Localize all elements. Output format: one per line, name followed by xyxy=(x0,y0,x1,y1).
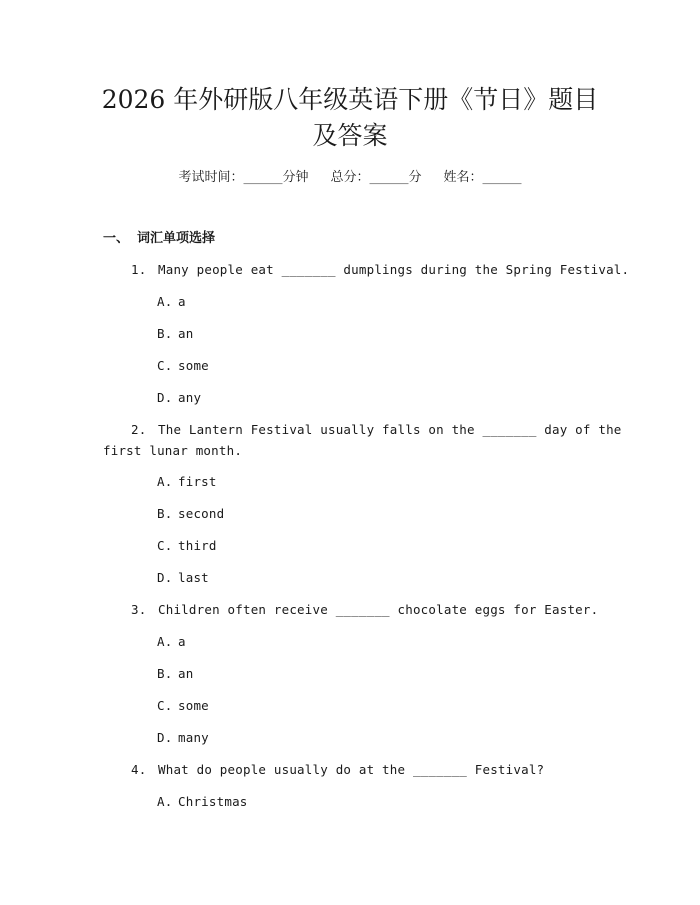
option-text: second xyxy=(178,506,225,521)
question-4 xyxy=(131,760,544,780)
option-letter: D. xyxy=(157,570,173,585)
question-text: The Lantern Festival usually falls on the _______ day of the xyxy=(158,422,622,437)
option-text: third xyxy=(178,538,217,553)
exam-time: 考试时间：______分钟 xyxy=(178,170,309,185)
option-letter: B. xyxy=(157,666,173,681)
option-letter: C. xyxy=(157,698,173,713)
question-text: Children often receive _______ chocolate eggs for Easter. xyxy=(158,602,599,617)
option-1d xyxy=(157,388,201,408)
question-3 xyxy=(131,600,598,620)
option-2a xyxy=(157,472,217,492)
option-1b xyxy=(157,324,193,344)
option-3d xyxy=(157,728,209,748)
option-text: some xyxy=(178,358,209,373)
section-heading xyxy=(103,229,215,249)
option-1c xyxy=(157,356,209,376)
option-letter: A. xyxy=(157,294,173,309)
exam-info xyxy=(0,168,700,188)
exam-total-score: 总分：______分 xyxy=(330,170,422,185)
option-2b xyxy=(157,504,224,524)
option-text: an xyxy=(178,326,194,341)
option-letter: B. xyxy=(157,506,173,521)
option-text: an xyxy=(178,666,194,681)
option-letter: C. xyxy=(157,538,173,553)
section-number: 一、 xyxy=(103,231,130,246)
option-3a xyxy=(157,632,186,652)
question-2 xyxy=(131,420,622,440)
question-text: Many people eat _______ dumplings during the Spring Festival. xyxy=(158,262,630,277)
option-letter: C. xyxy=(157,358,173,373)
option-letter: A. xyxy=(157,634,173,649)
option-letter: A. xyxy=(157,474,173,489)
option-letter: D. xyxy=(157,390,173,405)
question-number: 1. xyxy=(131,262,147,277)
option-text: many xyxy=(178,730,209,745)
option-letter: A. xyxy=(157,794,173,809)
question-1 xyxy=(131,260,629,280)
question-number: 4. xyxy=(131,762,147,777)
option-text: last xyxy=(178,570,209,585)
option-3b xyxy=(157,664,193,684)
option-text: some xyxy=(178,698,209,713)
option-3c xyxy=(157,696,209,716)
question-number: 3. xyxy=(131,602,147,617)
option-text: a xyxy=(178,634,186,649)
option-text: any xyxy=(178,390,202,405)
section-title: 词汇单项选择 xyxy=(137,231,216,246)
option-text: a xyxy=(178,294,186,309)
document-title xyxy=(60,82,640,154)
option-2d xyxy=(157,568,209,588)
question-2-continuation: first lunar month. xyxy=(103,443,243,458)
option-letter: B. xyxy=(157,326,173,341)
option-4a xyxy=(157,792,248,812)
option-text: Christmas xyxy=(178,794,248,809)
question-number: 2. xyxy=(131,422,147,437)
question-text: What do people usually do at the _______ Festival? xyxy=(158,762,545,777)
title-line-1: 2026 年外研版八年级英语下册《节日》题目 xyxy=(101,85,599,114)
exam-name-field: 姓名：______ xyxy=(443,170,522,185)
option-1a xyxy=(157,292,186,312)
title-line-2: 及答案 xyxy=(312,121,388,150)
option-text: first xyxy=(178,474,217,489)
option-letter: D. xyxy=(157,730,173,745)
option-2c xyxy=(157,536,217,556)
